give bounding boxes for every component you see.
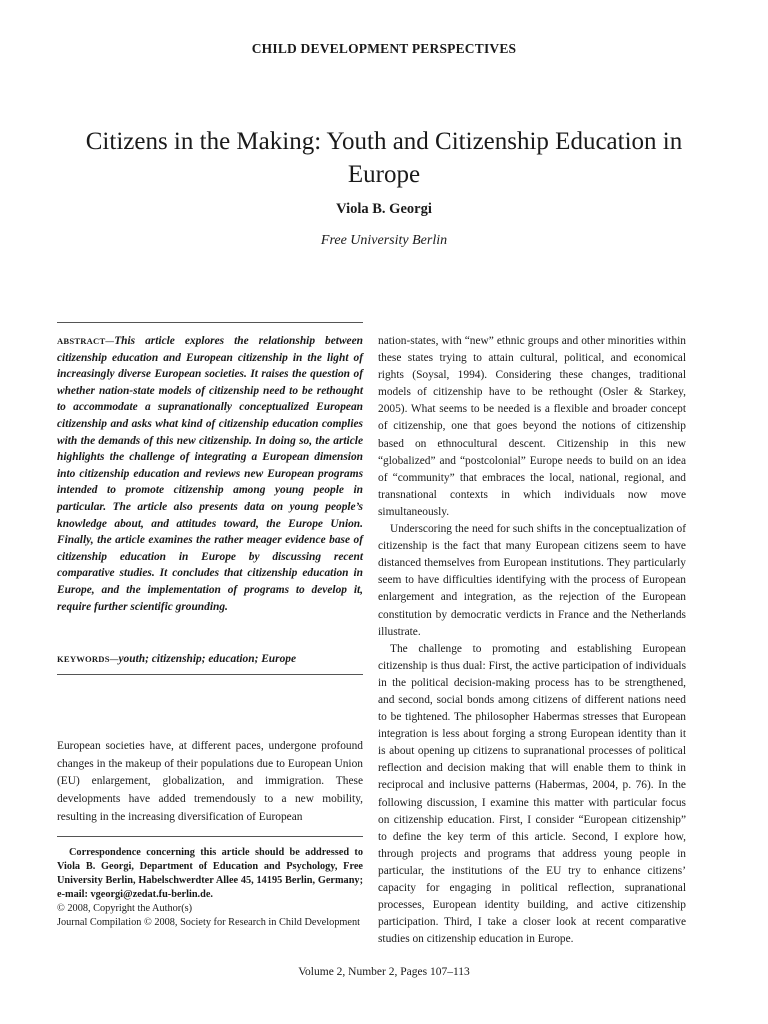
body-paragraph: Underscoring the need for such shifts in the conceptualization of citizenship is the fact that many European citizens seem to have distanced themselves from European institutions. They particularly seem to have difficulties identifying with the process of European enlargement and integration, as the rejection of the European constitution by democratic verdicts in France and the Netherlands illustrate. xyxy=(378,523,686,638)
abstract-bottom-rule xyxy=(57,674,363,675)
page-footer: Volume 2, Number 2, Pages 107–113 xyxy=(298,966,470,978)
keywords-label: KEYWORDS— xyxy=(57,654,119,664)
abstract-top-rule xyxy=(57,322,363,323)
correspondence-note: Correspondence concerning this article should be addressed to Viola B. Georgi, Department of Education and Psychology, Free University Berlin, Habelschwerdter Allee 45, 14195 Berlin, Germany; e-mail: vgeorgi@zedat.fu-berlin.de. xyxy=(57,847,363,900)
footnote-rule xyxy=(57,836,363,837)
abstract-text: This article explores the relationship between citizenship education and European citizenship in the light of increasingly diverse European societies. It raises the question of whether nation-state models of citizenship need to be rethought to accommodate a supranationally conceptualized European citizenship and asks what kind of citizenship education complies with the demands of this new citizenship. In doing so, the article highlights the challenge of integrating a European dimension into citizenship education and reviews new European programs intended to promote citizenship among young people in particular. The article also presents data on young people’s knowledge about, and attitudes toward, the Europe Union. Finally, the article examines the rather meager evidence base of citizenship education in Europe by discussing recent comparative studies. It concludes that citizenship education in Europe, and the implementation of programs to develop it, require further scientific grounding. xyxy=(57,335,363,613)
keywords-text: youth; citizenship; education; Europe xyxy=(118,653,297,665)
abstract xyxy=(57,333,363,615)
copyright-line-2: Journal Compilation © 2008, Society for Research in Child Development xyxy=(57,916,360,928)
body-paragraph: nation-states, with “new” ethnic groups and other minorities within these states trying to attain cultural, political, and economical rights (Soysal, 1994). Considering these changes, traditional models of citizenship have to be rethought (Osler & Starkey, 2005). What seems to be needed is a flexible and broader concept of citizenship, one that goes beyond the notions of citizenship based on ethnocultural descent. Citizenship in this new “globalized” and “postcolonial” Europe needs to build on an idea of “community” that embraces the local, national, regional, and transnational contexts in which individuals now move simultaneously. xyxy=(378,335,686,518)
copyright-line-1: © 2008, Copyright the Author(s) xyxy=(57,903,193,914)
copyright-block xyxy=(57,902,367,929)
abstract-label: ABSTRACT— xyxy=(57,336,115,346)
author-affiliation: Free University Berlin xyxy=(320,233,448,248)
body-paragraph: The challenge to promoting and establishing European citizenship is thus dual: First, the active participation of individuals in the political decision-making process has to be strengthened, and second, social bonds among citizens of different nations need to be tightened. The philosopher Habermas stresses that European integration is less about forging a strong European identity than it is about opening up citizens to supranational processes of political reflection and decision making that will enable them to think in reciprocal and inclusive patterns (Habermas, 2004, p. 76). In the following discussion, I examine this matter with particular focus on citizenship education. First, I consider “European citizenship” to define the key term of this article. Second, I explore how, through projects and programs that address young people in particular, the institutions of the EU try to enhance citizens’ capacity for engaging in political reflection, supranational processes, European identity building, and active citizenship participation. Third, I take a closer look at recent comparative studies on citizenship education in Europe. xyxy=(378,642,686,946)
intro-paragraph: European societies have, at different paces, undergone profound changes in the makeup of their populations due to European Union (EU) enlargement, globalization, and immigration. These developments have added tremendously to a new mobility, resulting in the increasing diversification of European xyxy=(57,740,363,823)
journal-header: CHILD DEVELOPMENT PERSPECTIVES xyxy=(251,41,517,56)
article-title: Citizens in the Making: Youth and Citizenship Education in Europe xyxy=(85,128,683,188)
right-column xyxy=(378,333,686,948)
article-author: Viola B. Georgi xyxy=(336,201,432,217)
keywords xyxy=(57,651,363,668)
